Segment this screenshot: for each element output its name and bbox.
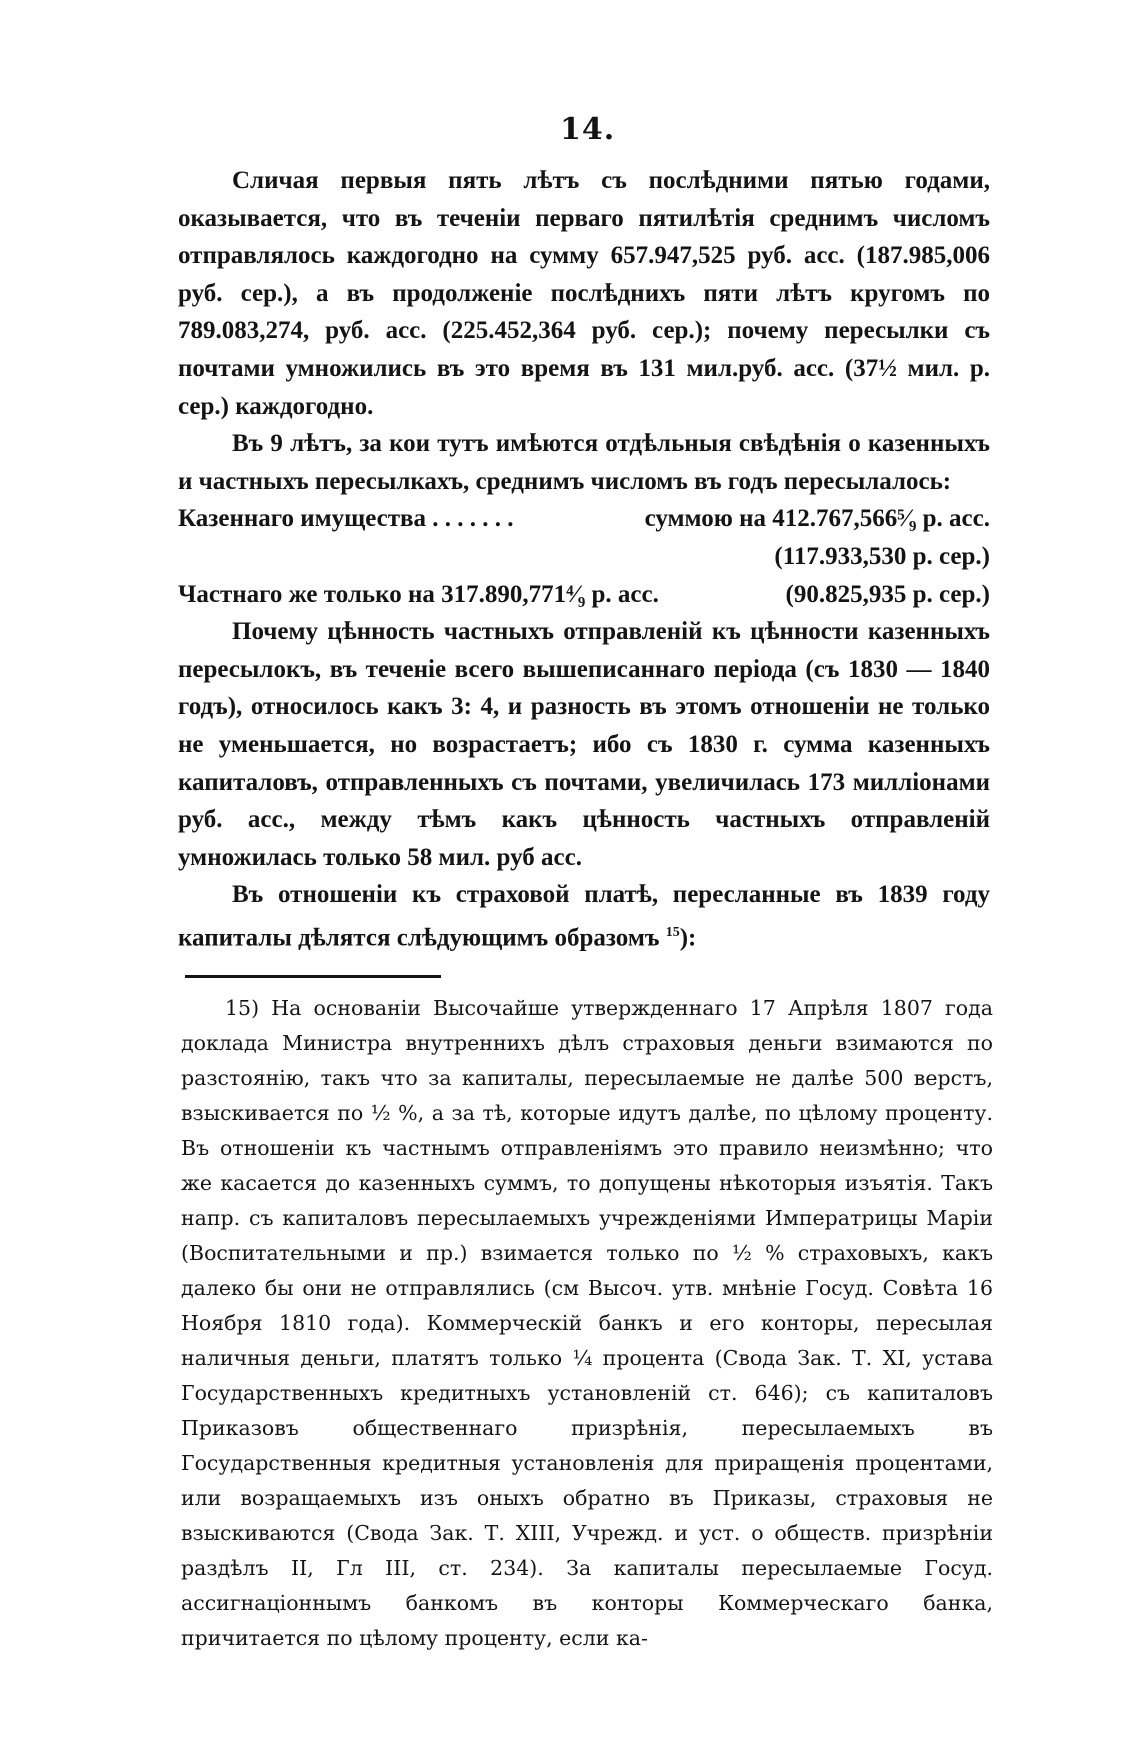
paragraph-4-end: ):: [679, 924, 697, 952]
private-property-amount: Частнаго же только на 317.890,771⁴⁄₉ р. асс.: [178, 580, 659, 608]
paragraph-3: Почему цѣнность частныхъ отправленій къ цѣнности казенныхъ пересылокъ, въ теченіе всего вышеписаннаго періода (съ 1830 — 1840 годъ), относилось какъ 3: 4, и разность въ этомъ отношеніи не только не уменьшается, но возрастаетъ; ибо съ 1830 г. сумма казенныхъ капиталовъ, отправленныхъ съ почтами, увеличилась 173 милліонами руб. асс., между тѣмъ какъ цѣнность частныхъ отправленій умножилась только 58 мил. руб асс.: [178, 618, 990, 871]
paragraph-1: Сличая первыя пять лѣтъ съ послѣдними пятью годами, оказывается, что въ теченіи перваго пятилѣтія среднимъ числомъ отправлялось каждогодно на сумму 657.947,525 руб. асс. (187.985,006 руб. сер.), а въ продолженіе послѣднихъ пяти лѣтъ кругомъ по 789.083,274, руб. асс. (225.452,364 руб. сер.); почему пересылки съ почтами умножились въ это время въ 131 мил.руб. асс. (37½ мил. р. сер.) каждогодно.: [178, 167, 990, 420]
private-property-silver: (90.825,935 р. сер.): [785, 580, 990, 608]
state-property-silver: (117.933,530 р. сер.): [774, 542, 990, 570]
paragraph-4: [178, 876, 990, 957]
paragraph-4-text: Въ отношеніи къ страховой платѣ, пересланные въ 1839 году капиталы дѣлятся слѣдующимъ образомъ: [178, 881, 990, 952]
footnote-text: 15) На основаніи Высочайше утвержденнаго 17 Апрѣля 1807 года доклада Министра внутреннихъ дѣлъ страховыя деньги взимаются по разстоянію, такъ что за капиталы, пересылаемые не далѣе 500 верстъ, взыскивается по ½ %, а за тѣ, которые идутъ далѣе, по цѣлому проценту. Въ отношеніи къ частнымъ отправленіямъ это правило неизмѣнно; что же касается до казенныхъ суммъ, то допущены нѣкоторыя изъятія. Такъ напр. съ капиталовъ пересылаемыхъ учрежденіями Императрицы Маріи (Воспитательными и пр.) взимается только по ½ % страховыхъ, какъ далеко бы они не отправлялись (см Высоч. утв. мнѣніе Госуд. Совѣта 16 Ноября 1810 года). Коммерческій банкъ и его конторы, пересылая наличныя деньги, платятъ только ¼ процента (Свода Зак. Т. XI, устава Государственныхъ кредитныхъ установленій ст. 646); съ капиталовъ Приказовъ общественнаго призрѣнія, пересылаемыхъ въ Государственныя кредитныя установленія для приращенія процентами, или возращаемыхъ изъ оныхъ обратно въ Приказы, страховыя не взыскиваются (Свода Зак. Т. XIII, Учрежд. и уст. о общеcтв. призрѣніи раздѣлъ II, Гл III, ст. 234). За капиталы пересылаемые Госуд. ассигнаціоннымъ банкомъ въ конторы Коммерческаго банка, причитается по цѣлому проценту, если ка-: [181, 996, 993, 1650]
paragraph-2: Въ 9 лѣтъ, за кои тутъ имѣются отдѣльныя свѣдѣнія о казенныхъ и частныхъ пересылкахъ, среднимъ числомъ въ годъ пересылалось:: [178, 430, 990, 495]
footnote: [181, 991, 993, 1656]
main-text: [178, 162, 990, 957]
page-number: 14.: [560, 112, 616, 147]
footnote-divider: [185, 975, 441, 978]
state-property-amount: суммою на 412.767,566⁵⁄₉ р. асс.: [644, 505, 990, 533]
state-property-label: Казеннаго имущества . . . . . . .: [178, 505, 514, 533]
private-property-row: [178, 576, 990, 614]
footnote-reference: 15: [665, 924, 680, 940]
state-property-row: [178, 500, 990, 538]
